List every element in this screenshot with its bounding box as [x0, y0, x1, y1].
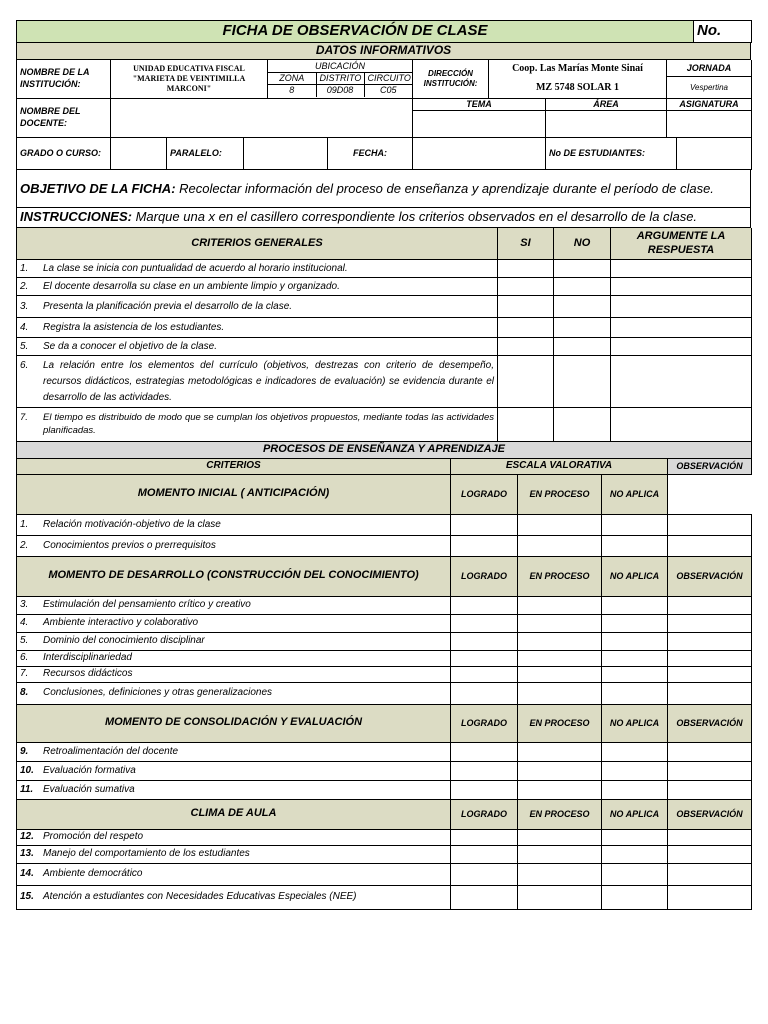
criterios-subheader: CRITERIOS	[17, 458, 451, 474]
ubicacion-label: UBICACIÓN	[268, 60, 412, 72]
en-proceso-cell[interactable]	[518, 742, 602, 761]
proceso-text	[17, 863, 451, 885]
logrado-cell[interactable]	[451, 596, 518, 614]
no-aplica-cell[interactable]	[602, 650, 668, 666]
no-cell[interactable]	[554, 408, 611, 442]
criterio-general-row	[17, 318, 752, 338]
no-aplica-header: NO APLICA	[602, 704, 668, 742]
si-cell[interactable]	[498, 260, 554, 278]
si-cell[interactable]	[498, 338, 554, 356]
docente-table	[16, 99, 752, 138]
proceso-text	[17, 780, 451, 799]
si-header: SI	[498, 228, 554, 260]
proceso-number: 14.	[20, 868, 34, 879]
proceso-description: Atención a estudiantes con Necesidades Educativas Especiales (NEE)	[43, 891, 357, 902]
proceso-description: Relación motivación-objetivo de la clase	[43, 518, 221, 530]
en-proceso-cell[interactable]	[518, 650, 602, 666]
no-cell[interactable]	[554, 296, 611, 318]
circuito-value: C05	[364, 85, 412, 97]
proceso-row	[17, 742, 752, 761]
escala-subheader: ESCALA VALORATIVA	[451, 458, 668, 474]
curso-table	[16, 138, 752, 171]
direccion-line-1: Coop. Las Marías Monte Sinaí	[512, 63, 643, 74]
criterio-general-text	[17, 296, 498, 318]
docente-label: NOMBRE DEL DOCENTE:	[17, 99, 111, 138]
criterio-description: Presenta la planificación previa el desarrollo de la clase.	[43, 301, 293, 312]
grado-label: GRADO O CURSO:	[17, 138, 111, 170]
proceso-row	[17, 761, 752, 780]
criterio-description: Se da a conocer el objetivo de la clase.	[43, 341, 217, 352]
observacion-header: OBSERVACIÓN	[668, 458, 752, 474]
logrado-cell[interactable]	[451, 780, 518, 799]
proceso-number: 1.	[20, 518, 29, 530]
criterio-description: El tiempo es distribuido de modo que se cumplan los objetivos propuestos, mediante todas las actividades planificadas.	[43, 411, 494, 436]
observacion-header: OBSERVACIÓN	[668, 799, 752, 829]
objetivo-table	[16, 170, 751, 228]
no-cell[interactable]	[554, 278, 611, 296]
argumente-cell[interactable]	[611, 318, 752, 338]
logrado-header: LOGRADO	[451, 799, 518, 829]
argumente-cell[interactable]	[611, 296, 752, 318]
proceso-text	[17, 742, 451, 761]
proceso-text	[17, 614, 451, 632]
proceso-number: 3.	[20, 599, 29, 610]
no-cell[interactable]	[554, 338, 611, 356]
datos-informativos-header: DATOS INFORMATIVOS	[17, 43, 751, 59]
criterio-number: 1.	[20, 263, 29, 274]
no-aplica-header: NO APLICA	[602, 556, 668, 596]
logrado-cell[interactable]	[451, 666, 518, 682]
criterio-general-text	[17, 318, 498, 338]
criterio-description: Registra la asistencia de los estudiantes.	[43, 322, 225, 333]
en-proceso-header: EN PROCESO	[518, 556, 602, 596]
tema-label: TEMA	[413, 99, 546, 111]
observacion-cell[interactable]	[668, 682, 752, 704]
criterio-number: 4.	[20, 322, 29, 333]
en-proceso-header: EN PROCESO	[518, 474, 602, 514]
no-aplica-cell[interactable]	[602, 535, 668, 556]
proceso-row	[17, 650, 752, 666]
no-cell[interactable]	[554, 318, 611, 338]
proceso-row	[17, 829, 752, 845]
criterio-number: 2.	[20, 281, 29, 292]
criterios-generales-header: CRITERIOS GENERALES	[17, 228, 498, 260]
proceso-description: Conocimientos previos o prerrequisitos	[43, 539, 216, 551]
proceso-description: Interdisciplinariedad	[43, 652, 132, 663]
seccion-title: CLIMA DE AULA	[17, 799, 451, 829]
observacion-cell[interactable]	[668, 632, 752, 650]
no-cell[interactable]	[554, 260, 611, 278]
en-proceso-cell[interactable]	[518, 761, 602, 780]
en-proceso-cell[interactable]	[518, 614, 602, 632]
objetivo-label: OBJETIVO DE LA FICHA:	[20, 180, 176, 196]
direccion-label: DIRECCIÓN INSTITUCIÓN:	[413, 60, 489, 99]
proceso-text	[17, 650, 451, 666]
en-proceso-cell[interactable]	[518, 535, 602, 556]
en-proceso-header: EN PROCESO	[518, 704, 602, 742]
criterio-general-row	[17, 260, 752, 278]
en-proceso-cell[interactable]	[518, 845, 602, 863]
logrado-cell[interactable]	[451, 829, 518, 845]
proceso-number: 10.	[20, 764, 34, 776]
proceso-description: Evaluación sumativa	[43, 783, 135, 795]
fecha-label: FECHA:	[328, 138, 413, 170]
criterio-general-text	[17, 338, 498, 356]
proceso-row	[17, 514, 752, 535]
logrado-cell[interactable]	[451, 650, 518, 666]
en-proceso-cell[interactable]	[518, 596, 602, 614]
observacion-cell[interactable]	[668, 863, 752, 885]
criterio-description: La relación entre los elementos del currículo (objetivos, destrezas con criterio de desempeño, recursos didácticos, estrategias metodológicas e indicadores de evaluación) se evidencia durante el desarrollo de las actividades.	[43, 359, 494, 403]
criterio-general-text	[17, 278, 498, 296]
proceso-description: Estimulación del pensamiento crítico y creativo	[43, 599, 251, 610]
seccion-title: MOMENTO DE CONSOLIDACIÓN Y EVALUACIÓN	[17, 704, 451, 742]
observacion-cell[interactable]	[668, 650, 752, 666]
institucion-name: UNIDAD EDUCATIVA FISCAL "MARIETA DE VEINTIMILLA MARCONI"	[111, 60, 268, 99]
proceso-number: 9.	[20, 745, 29, 757]
proceso-description: Recursos didácticos	[43, 668, 133, 679]
proceso-description: Dominio del conocimiento disciplinar	[43, 635, 205, 646]
en-proceso-cell[interactable]	[518, 666, 602, 682]
en-proceso-cell[interactable]	[518, 863, 602, 885]
observacion-cell[interactable]	[668, 535, 752, 556]
criterio-description: La clase se inicia con puntualidad de acuerdo al horario institucional.	[43, 263, 348, 274]
estudiantes-label: No DE ESTUDIANTES:	[546, 138, 677, 170]
proceso-row	[17, 885, 752, 909]
observacion-cell[interactable]	[668, 742, 752, 761]
no-aplica-cell[interactable]	[602, 845, 668, 863]
proceso-description: Evaluación formativa	[43, 764, 136, 776]
proceso-row	[17, 780, 752, 799]
argumente-header: ARGUMENTE LA RESPUESTA	[611, 228, 752, 260]
en-proceso-cell[interactable]	[518, 885, 602, 909]
observacion-cell[interactable]	[668, 829, 752, 845]
argumente-cell[interactable]	[611, 260, 752, 278]
en-proceso-cell[interactable]	[518, 682, 602, 704]
logrado-header: LOGRADO	[451, 704, 518, 742]
institucion-table	[16, 60, 752, 99]
proceso-row	[17, 614, 752, 632]
proceso-description: Promoción del respeto	[43, 831, 144, 842]
datos-header-table	[16, 43, 751, 60]
proceso-number: 13.	[20, 848, 34, 859]
logrado-header: LOGRADO	[451, 474, 518, 514]
estudiantes-field[interactable]	[677, 138, 752, 170]
proceso-row	[17, 596, 752, 614]
observacion-cell[interactable]	[668, 780, 752, 799]
proceso-row	[17, 682, 752, 704]
instrucciones-text: Marque una x en el casillero correspondiente los criterios observados en el desarrollo de la clase.	[131, 209, 698, 225]
argumente-cell[interactable]	[611, 278, 752, 296]
observacion-header: OBSERVACIÓN	[668, 556, 752, 596]
logrado-cell[interactable]	[451, 682, 518, 704]
proceso-text	[17, 682, 451, 704]
en-proceso-cell[interactable]	[518, 829, 602, 845]
criterio-general-text	[17, 356, 498, 408]
paralelo-field[interactable]	[244, 138, 328, 170]
criterio-number: 7.	[20, 411, 28, 423]
instrucciones-label: INSTRUCCIONES:	[20, 209, 132, 225]
no-aplica-cell[interactable]	[602, 596, 668, 614]
en-proceso-cell[interactable]	[518, 632, 602, 650]
si-cell[interactable]	[498, 356, 554, 408]
logrado-cell[interactable]	[451, 885, 518, 909]
no-aplica-cell[interactable]	[602, 885, 668, 909]
criterio-number: 6.	[20, 359, 29, 371]
proceso-row	[17, 845, 752, 863]
observacion-cell[interactable]	[668, 614, 752, 632]
area-field[interactable]	[546, 110, 667, 137]
logrado-cell[interactable]	[451, 514, 518, 535]
asignatura-label: ASIGNATURA	[667, 99, 752, 111]
logrado-cell[interactable]	[451, 761, 518, 780]
fecha-field[interactable]	[413, 138, 546, 170]
proceso-text	[17, 845, 451, 863]
proceso-row	[17, 863, 752, 885]
criterio-general-row	[17, 278, 752, 296]
proceso-description: Manejo del comportamiento de los estudiantes	[43, 848, 250, 859]
si-cell[interactable]	[498, 318, 554, 338]
form-number-label: No.	[694, 21, 752, 43]
no-aplica-cell[interactable]	[602, 863, 668, 885]
procesos-table	[16, 442, 752, 910]
no-cell[interactable]	[554, 356, 611, 408]
jornada-label: JORNADA	[667, 60, 751, 77]
no-aplica-cell[interactable]	[602, 514, 668, 535]
no-aplica-cell[interactable]	[602, 742, 668, 761]
logrado-cell[interactable]	[451, 742, 518, 761]
observacion-cell[interactable]	[668, 845, 752, 863]
distrito-value: 09D08	[316, 85, 364, 97]
criterio-general-row	[17, 296, 752, 318]
observacion-cell[interactable]	[668, 761, 752, 780]
proceso-number: 11.	[20, 783, 34, 795]
si-cell[interactable]	[498, 408, 554, 442]
proceso-text	[17, 535, 451, 556]
logrado-cell[interactable]	[451, 845, 518, 863]
zona-label: ZONA	[268, 72, 316, 84]
area-label: ÁREA	[546, 99, 667, 111]
logrado-cell[interactable]	[451, 632, 518, 650]
ubicacion-table	[268, 60, 412, 96]
proceso-text	[17, 885, 451, 909]
no-aplica-cell[interactable]	[602, 780, 668, 799]
criterios-generales-table	[16, 228, 752, 443]
proceso-text	[17, 596, 451, 614]
proceso-text	[17, 761, 451, 780]
institucion-label: NOMBRE DE LA INSTITUCIÓN:	[17, 60, 111, 99]
en-proceso-header: EN PROCESO	[518, 799, 602, 829]
no-aplica-header: NO APLICA	[602, 799, 668, 829]
proceso-number: 7.	[20, 668, 29, 679]
objetivo-text: Recolectar información del proceso de enseñanza y aprendizaje durante el período de clase.	[175, 180, 714, 196]
no-aplica-cell[interactable]	[602, 829, 668, 845]
paralelo-label: PARALELO:	[167, 138, 244, 170]
logrado-cell[interactable]	[451, 614, 518, 632]
criterio-general-text	[17, 260, 498, 278]
criterio-description: El docente desarrolla su clase en un ambiente limpio y organizado.	[43, 281, 340, 292]
criterio-general-row	[17, 408, 752, 442]
observation-form	[16, 20, 751, 910]
observacion-cell[interactable]	[668, 596, 752, 614]
argumente-cell[interactable]	[611, 408, 752, 442]
proceso-number: 15.	[20, 891, 34, 902]
no-aplica-cell[interactable]	[602, 682, 668, 704]
seccion-header-row	[17, 474, 752, 514]
proceso-number: 8.	[20, 687, 29, 698]
tema-field[interactable]	[413, 110, 546, 137]
proceso-row	[17, 535, 752, 556]
logrado-header: LOGRADO	[451, 556, 518, 596]
seccion-header-row	[17, 704, 752, 742]
si-cell[interactable]	[498, 296, 554, 318]
logrado-cell[interactable]	[451, 535, 518, 556]
seccion-header-row	[17, 799, 752, 829]
logrado-cell[interactable]	[451, 863, 518, 885]
form-title: FICHA DE OBSERVACIÓN DE CLASE	[17, 21, 694, 43]
criterio-number: 5.	[20, 341, 29, 352]
criterio-general-text	[17, 408, 498, 442]
seccion-header-row	[17, 556, 752, 596]
no-aplica-cell[interactable]	[602, 632, 668, 650]
seccion-title: MOMENTO INICIAL ( ANTICIPACIÓN)	[17, 474, 451, 514]
no-aplica-cell[interactable]	[602, 761, 668, 780]
proceso-number: 12.	[20, 831, 34, 842]
proceso-number: 4.	[20, 617, 29, 628]
proceso-description: Ambiente democrático	[43, 868, 143, 879]
circuito-label: CIRCUITO	[364, 72, 412, 84]
no-aplica-cell[interactable]	[602, 614, 668, 632]
proceso-text	[17, 666, 451, 682]
en-proceso-cell[interactable]	[518, 514, 602, 535]
distrito-label: DISTRITO	[316, 72, 364, 84]
criterio-number: 3.	[20, 301, 29, 312]
observacion-header: OBSERVACIÓN	[668, 704, 752, 742]
proceso-description: Conclusiones, definiciones y otras generalizaciones	[43, 687, 273, 698]
docente-name-field[interactable]	[111, 99, 413, 138]
grado-field[interactable]	[111, 138, 167, 170]
zona-value: 8	[268, 85, 316, 97]
jornada-value: Vespertina	[690, 82, 728, 92]
no-header: NO	[554, 228, 611, 260]
si-cell[interactable]	[498, 278, 554, 296]
proceso-number: 6.	[20, 652, 29, 663]
en-proceso-cell[interactable]	[518, 780, 602, 799]
proceso-text	[17, 829, 451, 845]
observacion-cell[interactable]	[668, 666, 752, 682]
criterio-general-row	[17, 338, 752, 356]
no-aplica-header: NO APLICA	[602, 474, 668, 514]
proceso-row	[17, 632, 752, 650]
criterio-general-row	[17, 356, 752, 408]
argumente-cell[interactable]	[611, 356, 752, 408]
observacion-cell[interactable]	[668, 885, 752, 909]
proceso-number: 5.	[20, 635, 29, 646]
argumente-cell[interactable]	[611, 338, 752, 356]
proceso-text	[17, 514, 451, 535]
no-aplica-cell[interactable]	[602, 666, 668, 682]
title-table	[16, 20, 752, 43]
proceso-description: Ambiente interactivo y colaborativo	[43, 617, 199, 628]
proceso-description: Retroalimentación del docente	[43, 745, 179, 757]
procesos-header: PROCESOS DE ENSEÑANZA Y APRENDIZAJE	[17, 442, 752, 458]
observacion-cell[interactable]	[668, 514, 752, 535]
proceso-text	[17, 632, 451, 650]
proceso-row	[17, 666, 752, 682]
seccion-title: MOMENTO DE DESARROLLO (CONSTRUCCIÓN DEL CONOCIMIENTO)	[17, 556, 451, 596]
direccion-line-2: MZ 5748 SOLAR 1	[535, 81, 620, 93]
proceso-number: 2.	[20, 539, 29, 551]
asignatura-field[interactable]	[667, 110, 752, 137]
